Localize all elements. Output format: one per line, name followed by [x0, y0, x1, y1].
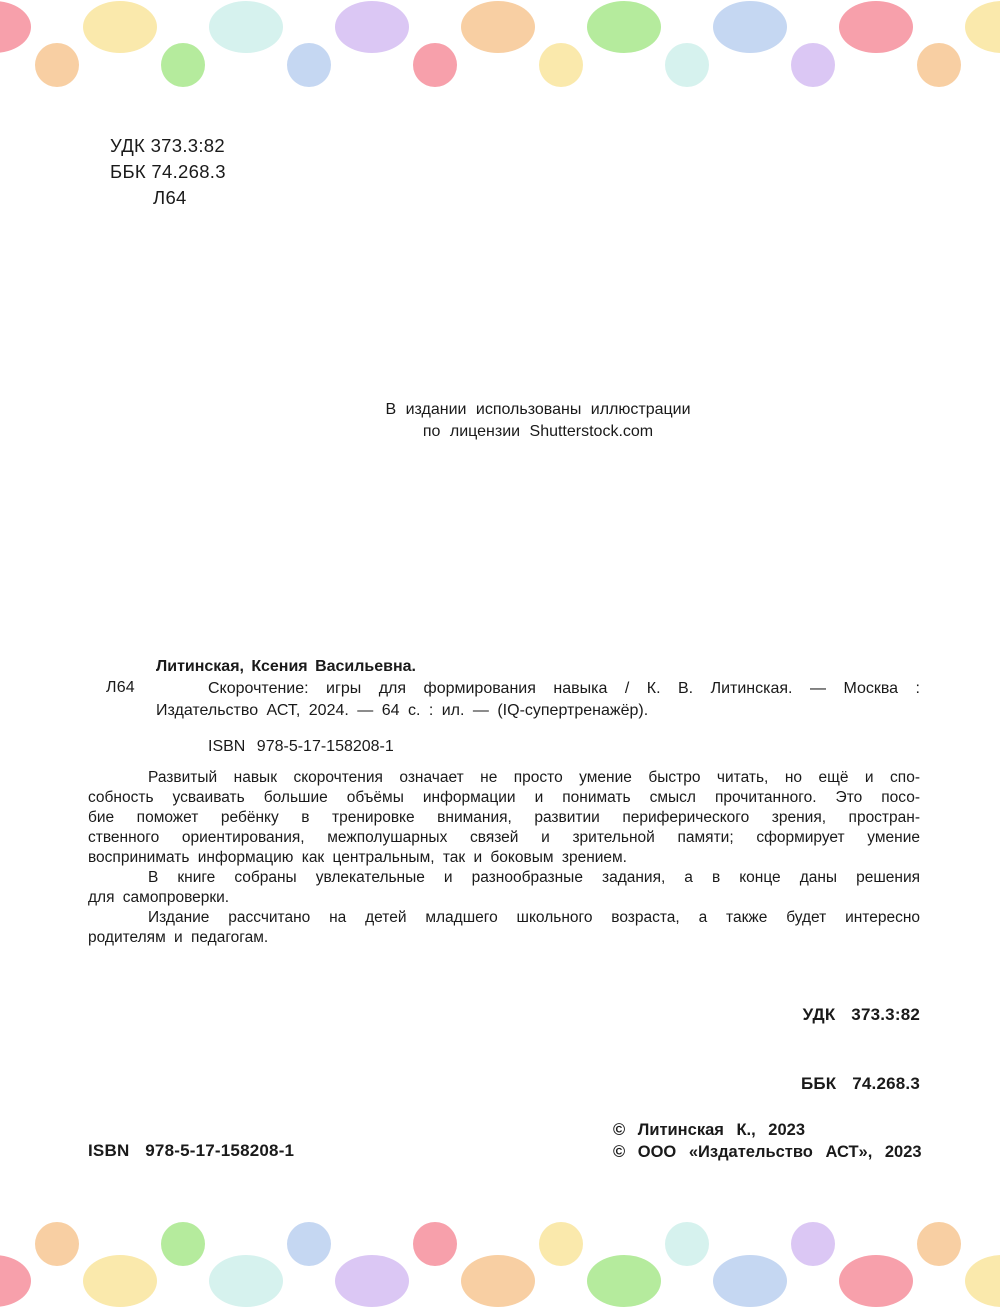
license-note-line: по лицензии Shutterstock.com: [422, 423, 654, 440]
decor-circle: [665, 43, 709, 87]
decor-circle: [713, 1255, 787, 1307]
decor-circle: [35, 43, 79, 87]
text-line: Развитый навык скорочтения означает не просто умение быстро читать, но ещё и спо-: [148, 769, 920, 786]
catalog-entry: [156, 656, 920, 758]
copyright-block: [613, 1119, 922, 1163]
decor-circle: [287, 1222, 331, 1266]
text-line: Скорочтение: игры для формирования навыка / К. В. Литинская. — Москва :: [208, 680, 920, 697]
text-line: собность усваивать большие объёмы информации и понимать смысл прочитанного. Это посо-: [88, 789, 920, 806]
decor-circle: [209, 1255, 283, 1307]
decor-circle: [539, 1222, 583, 1266]
classification-block-top: [110, 133, 226, 211]
annotation-paragraph: [88, 908, 920, 948]
decor-circle: [335, 1255, 409, 1307]
footer-isbn: ISBN 978-5-17-158208-1: [88, 1141, 295, 1160]
decor-circle: [35, 1222, 79, 1266]
decor-circle: [587, 1255, 661, 1307]
catalog-isbn: ISBN 978-5-17-158208-1: [208, 738, 394, 755]
annotation-paragraph: [88, 868, 920, 908]
annotation-block: [88, 768, 920, 948]
decor-circle: [287, 43, 331, 87]
text-line: © Литинская К., 2023: [613, 1121, 806, 1139]
catalog-author-heading: Литинская, Ксения Васильевна.: [156, 658, 416, 675]
author-sign-code: Л64: [153, 187, 187, 208]
text-line: бие поможет ребёнку в тренировке внимания, развитии периферического зрения, простран-: [88, 809, 920, 826]
decor-circle: [413, 1222, 457, 1266]
decor-circle: [791, 1222, 835, 1266]
text-line: воспринимать информацию как центральным, так и боковым зрением.: [88, 849, 627, 866]
text-line: Издание рассчитано на детей младшего школьного возраста, а также будет интересно: [148, 909, 920, 926]
decor-circle: [335, 1, 409, 53]
decor-circle: [713, 1, 787, 53]
decor-circle: [791, 43, 835, 87]
text-line: В книге собраны увлекательные и разнообразные задания, а в конце даны решения: [148, 869, 920, 886]
text-line: Издательство АСТ, 2024. — 64 с. : ил. — (IQ-супертренажёр).: [156, 702, 649, 719]
decor-circle: [209, 1, 283, 53]
decor-circle: [917, 1222, 961, 1266]
decor-circle: [83, 1255, 157, 1307]
decor-circle: [539, 43, 583, 87]
udk-code: УДК 373.3:82: [110, 135, 225, 156]
text-line: для самопроверки.: [88, 889, 230, 906]
udk-code-bottom: УДК 373.3:82: [802, 1005, 920, 1024]
catalog-author-sign: Л64: [106, 679, 135, 696]
decor-circle: [839, 1255, 913, 1307]
decor-circle: [83, 1, 157, 53]
decor-circle: [413, 43, 457, 87]
license-note-line: В издании использованы иллюстрации: [385, 401, 691, 418]
text-line: © ООО «Издательство АСТ», 2023: [613, 1143, 922, 1161]
license-note: [156, 399, 920, 443]
decor-circle: [161, 1222, 205, 1266]
decor-circle: [161, 43, 205, 87]
bbk-code: ББК 74.268.3: [110, 161, 226, 182]
classification-block-bottom: [801, 957, 920, 1141]
catalog-description: [156, 678, 920, 722]
decor-circle: [917, 43, 961, 87]
annotation-paragraph: [88, 768, 920, 868]
decor-circle: [587, 1, 661, 53]
decor-circle: [461, 1, 535, 53]
text-line: ственного ориентирования, межполушарных связей и зрительной памяти; сформирует умение: [88, 829, 920, 846]
decor-circle: [839, 1, 913, 53]
bbk-code-bottom: ББК 74.268.3: [800, 1074, 920, 1093]
decor-circle: [461, 1255, 535, 1307]
decor-circle: [665, 1222, 709, 1266]
text-line: родителям и педагогам.: [88, 929, 269, 946]
